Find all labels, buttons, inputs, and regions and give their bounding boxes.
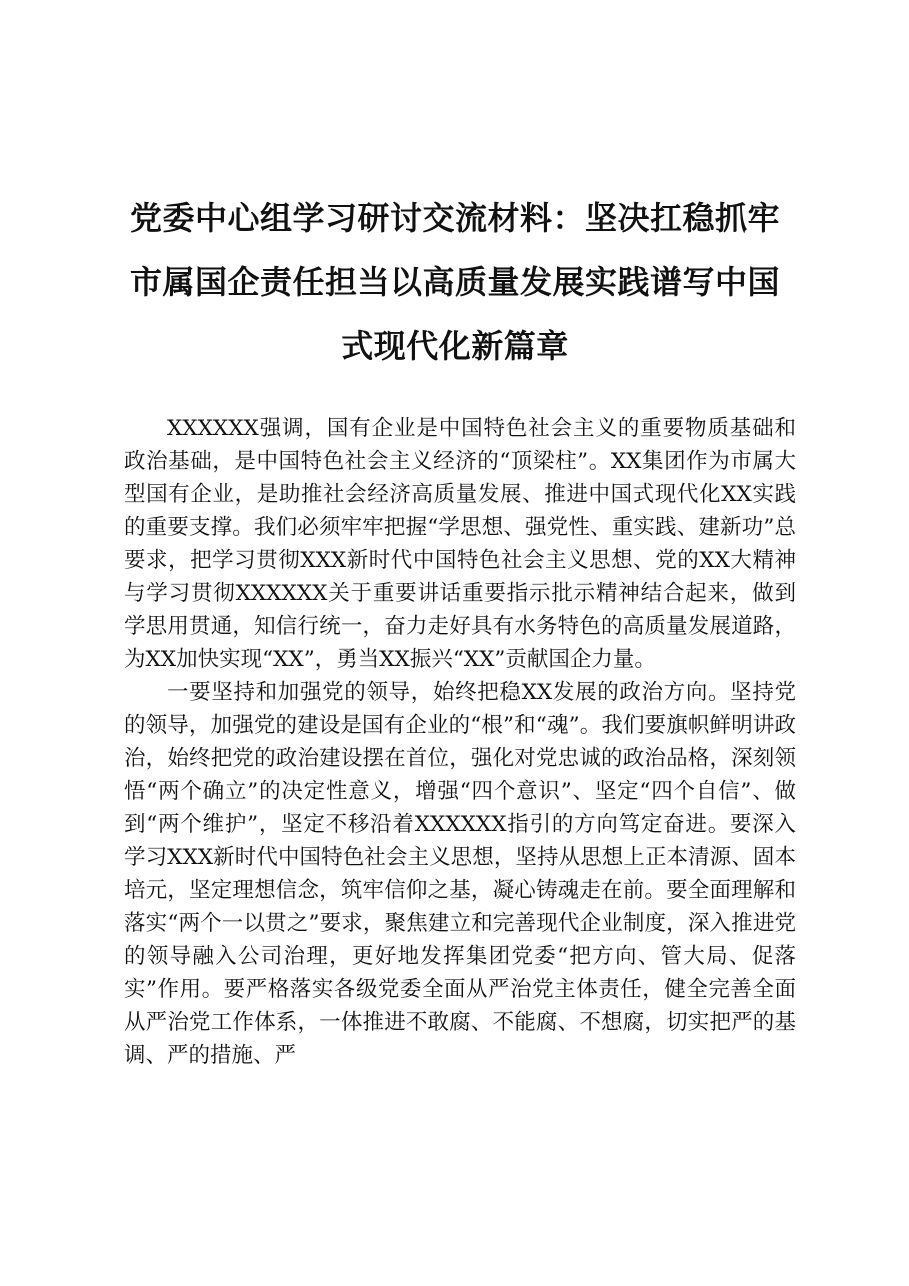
title-line-2: 市属国企责任担当以高质量发展实践谱写中国 xyxy=(129,263,780,301)
document-title xyxy=(110,186,800,378)
body-paragraph-1: XXXXXX强调，国有企业是中国特色社会主义的重要物质基础和政治基础，是中国特色社会主义经济的“顶梁柱”。XX集团作为市属大型国有企业，是助推社会经济高质量发展、推进中国式现代化XX实践的重要支撑。我们必须牢牢把握“学思想、强党性、重实践、建新功”总要求，把学习贯彻XXX新时代中国特色社会主义思想、党的XX大精神与学习贯彻XXXXXX关于重要讲话重要指示批示精神结合起来，做到学思用贯通，知信行统一，奋力走好具有水务特色的高质量发展道路，为XX加快实现“XX”，勇当XX振兴“XX”贡献国企力量。 xyxy=(124,416,796,672)
title-line-1: 党委中心组学习研讨交流材料：坚决扛稳抓牢 xyxy=(129,199,780,237)
document-body xyxy=(124,412,796,1072)
title-line-3: 式现代化新篇章 xyxy=(341,327,569,365)
body-paragraph-2: 一要坚持和加强党的领导，始终把稳XX发展的政治方向。坚持党的领导，加强党的建设是国有企业的“根”和“魂”。我们要旗帜鲜明讲政治，始终把党的政治建设摆在首位，强化对党忠诚的政治品格，深刻领悟“两个确立”的决定性意义，增强“四个意识”、坚定“四个自信”、做到“两个维护”，坚定不移沿着XXXXXX指引的方向笃定奋进。要深入学习XXX新时代中国特色社会主义思想，坚持从思想上正本清源、固本培元，坚定理想信念，筑牢信仰之基，凝心铸魂走在前。要全面理解和落实“两个一以贯之”要求，聚焦建立和完善现代企业制度，深入推进党的领导融入公司治理，更好地发挥集团党委“把方向、管大局、促落实”作用。要严格落实各级党委全面从严治党主体责任，健全完善全面从严治党工作体系，一体推进不敢腐、不能腐、不想腐，切实把严的基调、严的措施、严 xyxy=(124,680,796,1068)
